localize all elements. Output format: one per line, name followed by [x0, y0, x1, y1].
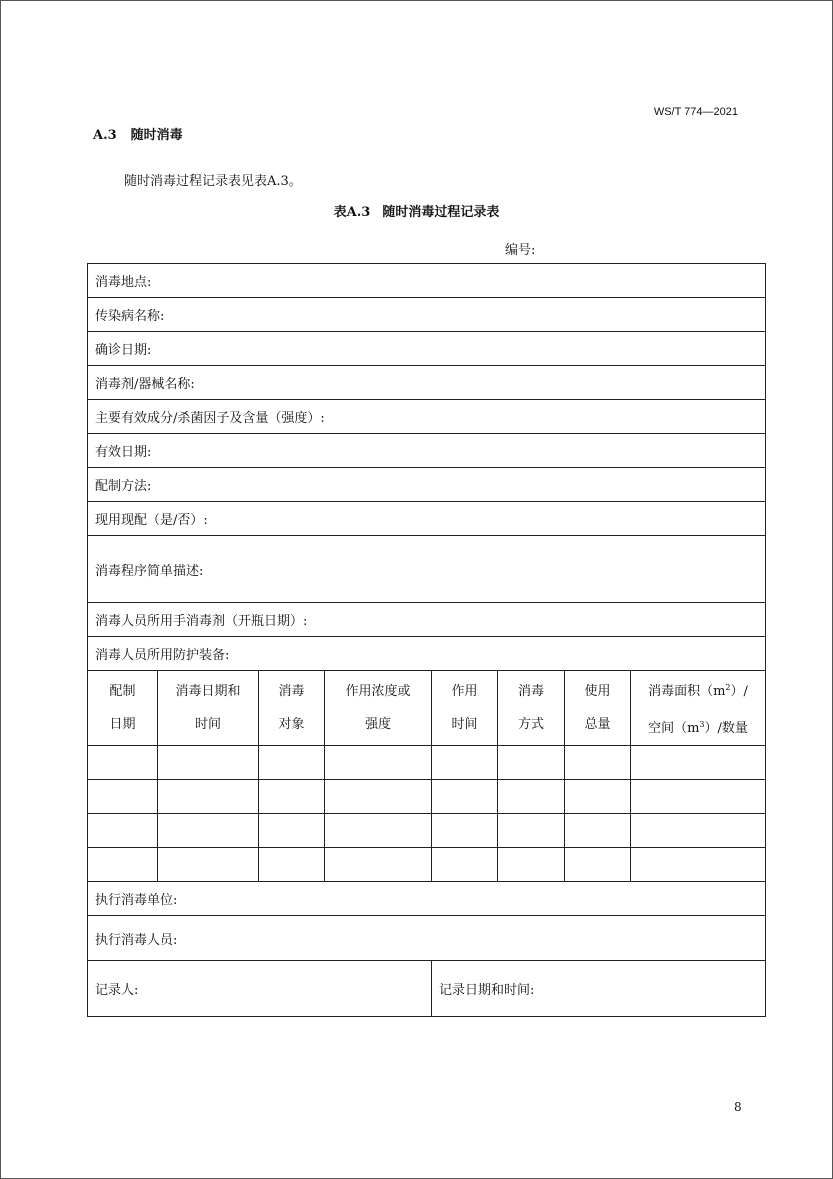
table-cell[interactable] [498, 780, 565, 814]
table-title [0, 201, 833, 220]
col-header-method: 消毒 方式 [498, 671, 565, 746]
col-header-disinfection-datetime: 消毒日期和 时间 [158, 671, 259, 746]
table-cell[interactable] [325, 780, 432, 814]
field-procedure-description[interactable]: 消毒程序简单描述: [88, 536, 766, 603]
table-cell[interactable] [498, 848, 565, 882]
table-row [88, 746, 766, 780]
field-recorder[interactable]: 记录人: [88, 961, 432, 1017]
field-freshly-prepared[interactable]: 现用现配（是/否）: [88, 502, 766, 536]
intro-text: 随时消毒过程记录表见表A.3。 [124, 174, 302, 189]
section-heading [93, 124, 183, 143]
field-executing-staff[interactable]: 执行消毒人员: [88, 916, 766, 961]
standard-code: WS/T 774—2021 [653, 106, 738, 118]
table-cell[interactable] [325, 848, 432, 882]
col-header-action-time: 作用 时间 [432, 671, 498, 746]
field-location[interactable]: 消毒地点: [88, 264, 766, 298]
table-cell[interactable] [88, 814, 158, 848]
table-cell[interactable] [631, 746, 766, 780]
col-header-target: 消毒 对象 [259, 671, 325, 746]
section-title: 随时消毒 [130, 128, 183, 143]
field-preparation-method[interactable]: 配制方法: [88, 468, 766, 502]
field-hand-disinfectant[interactable]: 消毒人员所用手消毒剂（开瓶日期）: [88, 603, 766, 637]
col-header-concentration: 作用浓度或 强度 [325, 671, 432, 746]
table-cell[interactable] [325, 746, 432, 780]
table-cell[interactable] [88, 746, 158, 780]
serial-number-label: 编号: [505, 243, 536, 258]
table-row [88, 780, 766, 814]
field-record-datetime[interactable]: 记录日期和时间: [432, 961, 766, 1017]
table-cell[interactable] [325, 814, 432, 848]
field-disinfectant-name[interactable]: 消毒剂/器械名称: [88, 366, 766, 400]
table-cell[interactable] [631, 848, 766, 882]
field-expiry-date[interactable]: 有效日期: [88, 434, 766, 468]
page-number: 8 [734, 1100, 742, 1114]
table-row [88, 848, 766, 882]
table-cell[interactable] [432, 814, 498, 848]
table-cell[interactable] [158, 746, 259, 780]
field-active-ingredient[interactable]: 主要有效成分/杀菌因子及含量（强度）: [88, 400, 766, 434]
table-cell[interactable] [432, 746, 498, 780]
col-header-total-usage: 使用 总量 [565, 671, 631, 746]
table-cell[interactable] [432, 780, 498, 814]
table-cell[interactable] [565, 780, 631, 814]
table-cell[interactable] [631, 814, 766, 848]
table-label: 表A.3 [333, 205, 371, 220]
section-number: A.3 [93, 128, 117, 143]
table-cell[interactable] [259, 848, 325, 882]
field-executing-unit[interactable]: 执行消毒单位: [88, 882, 766, 916]
table-cell[interactable] [565, 746, 631, 780]
col-header-prep-date: 配制 日期 [88, 671, 158, 746]
table-cell[interactable] [88, 848, 158, 882]
record-table [87, 263, 766, 1017]
table-cell[interactable] [565, 814, 631, 848]
table-cell[interactable] [158, 780, 259, 814]
table-cell[interactable] [259, 746, 325, 780]
table-cell[interactable] [432, 848, 498, 882]
table-cell[interactable] [259, 780, 325, 814]
table-cell[interactable] [565, 848, 631, 882]
table-cell[interactable] [158, 848, 259, 882]
table-cell[interactable] [498, 746, 565, 780]
table-cell[interactable] [631, 780, 766, 814]
table-cell[interactable] [88, 780, 158, 814]
table-row [88, 814, 766, 848]
field-protective-equipment[interactable]: 消毒人员所用防护装备: [88, 637, 766, 671]
field-diagnosis-date[interactable]: 确诊日期: [88, 332, 766, 366]
col-header-area-volume: 消毒面积$(m^2)/$ 空间$(m^3)/$数量 [631, 671, 766, 746]
column-header-row [88, 671, 766, 746]
table-cell[interactable] [158, 814, 259, 848]
field-disease-name[interactable]: 传染病名称: [88, 298, 766, 332]
table-cell[interactable] [498, 814, 565, 848]
table-title-text: 随时消毒过程记录表 [382, 205, 500, 220]
table-cell[interactable] [259, 814, 325, 848]
